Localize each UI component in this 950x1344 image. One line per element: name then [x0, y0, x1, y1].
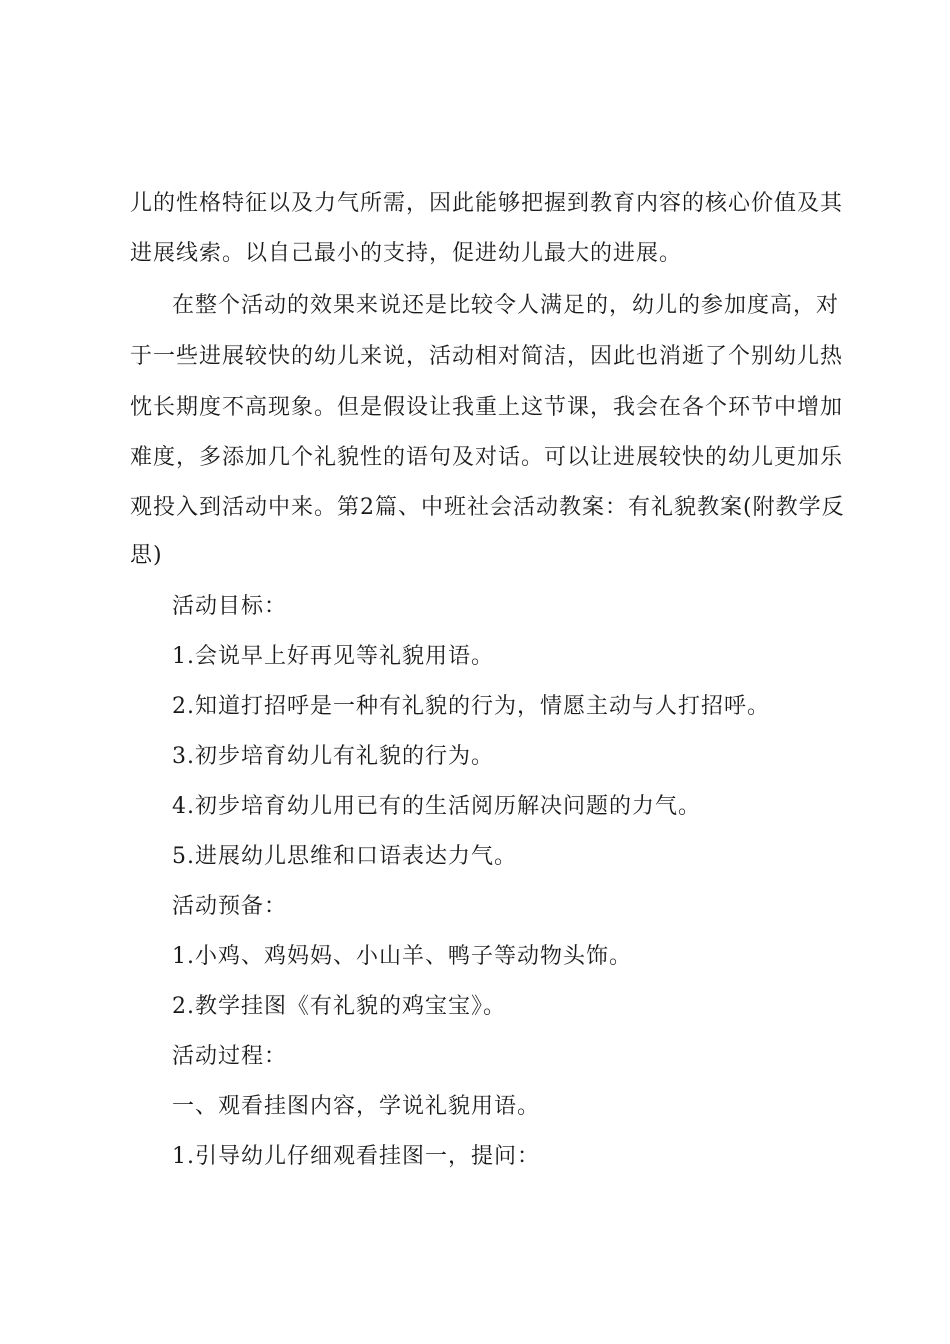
list-item: 3.初步培育幼儿有礼貌的行为。 — [172, 744, 494, 769]
section-heading-goals: 活动目标： — [172, 594, 288, 619]
paragraph-line: 思) — [130, 543, 163, 568]
list-item: 一、观看挂图内容，学说礼貌用语。 — [172, 1094, 541, 1119]
paragraph-line: 儿的性格特征以及力气所需，因此能够把握到教育内容的核心价值及其 — [130, 191, 844, 216]
paragraph-line: 观投入到活动中来。第2篇、中班社会活动教案：有礼貌教案(附教学反 — [130, 495, 845, 520]
list-item: 2.知道打招呼是一种有礼貌的行为，情愿主动与人打招呼。 — [172, 694, 770, 719]
list-item: 1.小鸡、鸡妈妈、小山羊、鸭子等动物头饰。 — [172, 944, 632, 969]
section-heading-process: 活动过程： — [172, 1044, 288, 1069]
list-item: 5.进展幼儿思维和口语表达力气。 — [172, 844, 517, 869]
list-item: 4.初步培育幼儿用已有的生活阅历解决问题的力气。 — [172, 794, 701, 819]
list-item: 2.教学挂图《有礼貌的鸡宝宝》。 — [172, 994, 506, 1019]
paragraph-line: 在整个活动的效果来说还是比较令人满足的，幼儿的参加度高，对 — [172, 293, 840, 318]
paragraph-line: 忱长期度不高现象。但是假设让我重上这节课，我会在各个环节中增加 — [130, 395, 844, 420]
paragraph-line: 难度，多添加几个礼貌性的语句及对话。可以让进展较快的幼儿更加乐 — [130, 445, 844, 470]
paragraph-line: 于一些进展较快的幼儿来说，活动相对简洁，因此也消逝了个别幼儿热 — [130, 344, 844, 369]
section-heading-prep: 活动预备： — [172, 894, 288, 919]
list-item: 1.会说早上好再见等礼貌用语。 — [172, 644, 494, 669]
list-item: 1.引导幼儿仔细观看挂图一，提问： — [172, 1144, 540, 1169]
paragraph-line: 进展线索。以自己最小的支持，促进幼儿最大的进展。 — [130, 241, 683, 266]
